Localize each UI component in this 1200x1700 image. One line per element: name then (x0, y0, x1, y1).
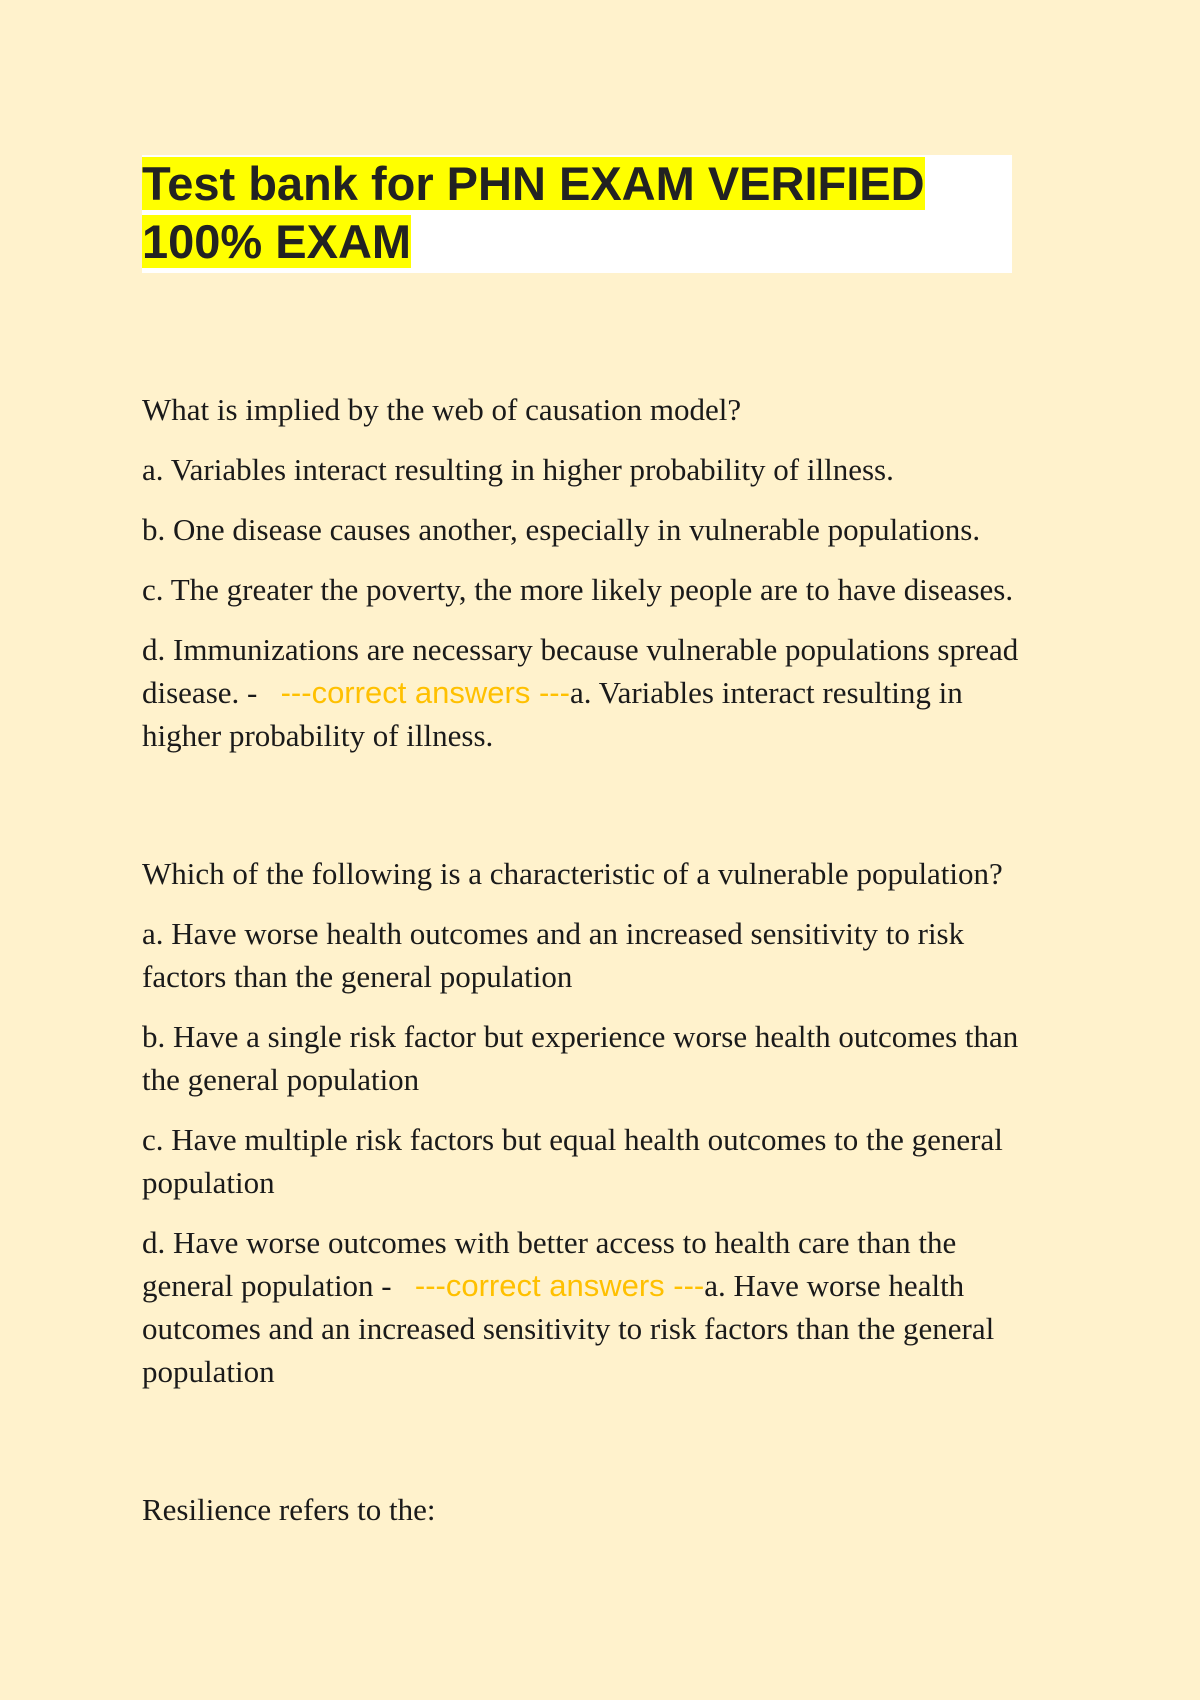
document-title (142, 155, 1012, 271)
answer-option: c. The greater the poverty, the more likely people are to have diseases. (142, 572, 1014, 607)
question-block (142, 1488, 1042, 1531)
answer-option-with-answer (142, 1221, 1042, 1393)
answer-option-with-answer (142, 628, 1042, 757)
title-block (142, 155, 1012, 273)
answer-option-text: d. Have worse outcomes with better access to health care than the general population - (142, 1225, 957, 1303)
document-content (142, 388, 1042, 1548)
question-text: What is implied by the web of causation model? (142, 392, 742, 427)
answer-option: c. Have multiple risk factors but equal health outcomes to the general population (142, 1122, 1003, 1200)
correct-answer-marker: ---correct answers --- (280, 675, 570, 710)
answer-option: a. Have worse health outcomes and an increased sensitivity to risk factors than the general population (142, 916, 965, 994)
title-line-2: 100% EXAM (142, 215, 412, 268)
question-block (142, 852, 1042, 1393)
answer-option: a. Variables interact resulting in higher probability of illness. (142, 452, 894, 487)
question-text: Which of the following is a characteristic of a vulnerable population? (142, 856, 1003, 891)
question-text: Resilience refers to the: (142, 1492, 436, 1527)
answer-option: b. Have a single risk factor but experience worse health outcomes than the general population (142, 1019, 1019, 1097)
title-line-1: Test bank for PHN EXAM VERIFIED (142, 157, 925, 210)
question-block (142, 388, 1042, 757)
answer-option: b. One disease causes another, especially in vulnerable populations. (142, 512, 981, 547)
correct-answer-text: a. Have worse health outcomes and an increased sensitivity to risk factors than the general population (142, 1268, 995, 1389)
answer-option-text: d. Immunizations are necessary because vulnerable populations spread disease. - (142, 632, 1019, 710)
correct-answer-marker: ---correct answers --- (414, 1268, 705, 1303)
correct-answer-text: a. Variables interact resulting in higher probability of illness. (142, 675, 963, 753)
